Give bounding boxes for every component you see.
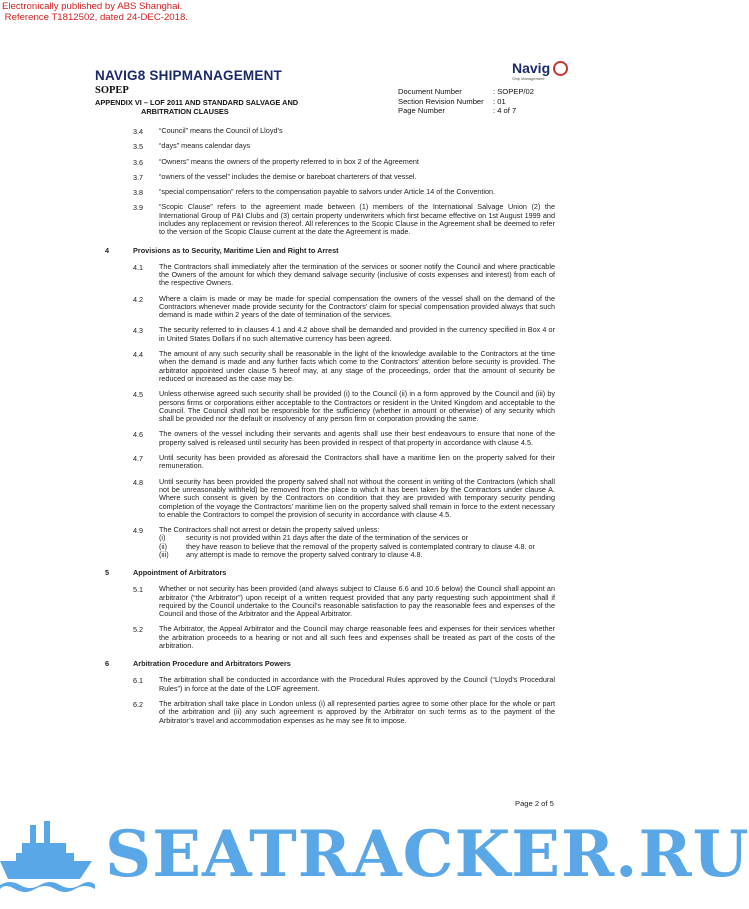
sub-item-label: (ii) [159, 541, 168, 551]
section-title: Appointment of Arbitrators [133, 568, 227, 578]
clause-number: 4.7 [133, 454, 144, 464]
clause-number: 3.8 [133, 188, 144, 198]
sub-item [0, 551, 644, 559]
clause [0, 454, 644, 471]
section-title: Provisions as to Security, Maritime Lien and Right to Arrest [133, 245, 339, 255]
appendix-title [95, 98, 375, 116]
meta-value: : 4 of 7 [493, 106, 517, 115]
clause-number: 3.6 [133, 157, 144, 167]
clause-number: 4.4 [133, 350, 144, 360]
meta-key: Page Number [398, 106, 445, 115]
section-heading [0, 568, 644, 577]
meta-value: : 01 [493, 96, 506, 106]
clause-number: 6.1 [133, 676, 144, 686]
section-heading [0, 659, 644, 668]
clause [0, 350, 644, 383]
section-number: 6 [105, 659, 110, 669]
watermark-text: SEATRACKER.RU [105, 817, 749, 892]
clause-number: 4.5 [133, 390, 144, 400]
clause-text: The amount of any such security shall be reasonable in the light of the knowledge available to the Contractors at the time when the demand is made and any further facts which come to the Contractors’ attention before security is provided. The arbitrator appointed under clause 5 hereof may, at any stage of the proceedings, order that the amount of security be reduced or increased as the case may be. [159, 349, 555, 383]
meta-row [398, 106, 534, 116]
clause-number: 4.9 [133, 526, 144, 536]
company-name: NAVIG8 SHIPMANAGEMENT [95, 68, 282, 83]
clause-number: 4.8 [133, 477, 144, 487]
clause-number: 4.1 [133, 262, 144, 272]
clause-text: The Contractors shall not arrest or detain the property salved unless: [159, 525, 380, 535]
meta-row [398, 97, 534, 107]
sub-item-text: security is not provided within 21 days after the date of the termination of the services or [186, 533, 469, 543]
sub-item-text: they have reason to believe that the removal of the property salved is contemplated contrary to clause 4.8. or [186, 541, 536, 551]
clause [0, 188, 644, 196]
clause-text: The owners of the vessel including their servants and agents shall use their best endeavours to ensure that none of the property salved is released until security has been provided in respect of that property in accordance with clause 4.5. [159, 429, 555, 447]
clause [0, 430, 644, 447]
clause-text: Until security has been provided the property salved shall not without the consent in writing of the Contractors (which shall not be unreasonably withheld) be removed from the place to which it has been taken by the Contractors under clause A. Where such consent is given by the Contractors on condition that they are provided with temporary security pending completion of the voyage the Contractors’ maritime lien on the property salved shall remain in force to the extent necessary to enable the Contractors to compel the provision of security in accordance with clause 4.5. [159, 476, 555, 519]
stamp-line-1: Electronically published by ABS Shanghai. [2, 1, 183, 12]
clause-number: 4.2 [133, 294, 144, 304]
meta-key: Document Number [398, 87, 462, 96]
appendix-title-line-2: ARBITRATION CLAUSES [141, 107, 229, 116]
publication-stamp [2, 1, 188, 23]
clause-text: “days” means calendar days [159, 141, 251, 151]
watermark [0, 815, 749, 909]
clause-number: 3.9 [133, 203, 144, 213]
clause-number: 6.2 [133, 699, 144, 709]
sub-item-label: (iii) [159, 549, 169, 559]
clause-text: The arbitration shall take place in London unless (i) all represented parties agree to some other place for the whole or part of the arbitration and (ii) any such agreement is approved by the Arbitrator on such terms as to the payment of the Arbitrator’s travel and accommodation expenses as he may see fit to impose. [159, 698, 555, 725]
clause [0, 326, 644, 343]
ship-icon [0, 815, 95, 895]
clause-text: “special compensation” refers to the compensation payable to salvors under Article 14 of the Convention. [159, 187, 496, 197]
clause [0, 676, 644, 693]
meta-row [398, 87, 534, 97]
document-body [0, 127, 644, 732]
document-meta [398, 87, 534, 116]
clause-number: 4.6 [133, 430, 144, 440]
clause-text: “Owners” means the owners of the property referred to in box 2 of the Agreement [159, 156, 419, 166]
clause [0, 390, 644, 423]
section-number: 4 [105, 245, 110, 255]
clause-text: Until security has been provided as aforesaid the Contractors shall have a maritime lien on the property salved for their remuneration. [159, 453, 555, 471]
clause [0, 295, 644, 320]
page-footer: Page 2 of 5 [515, 799, 554, 808]
clause [0, 142, 644, 150]
sub-item-text: any attempt is made to remove the property salved contrary to clause 4.8. [186, 549, 423, 559]
appendix-title-line-1: APPENDIX VI – LOF 2011 AND STANDARD SALVAGE AND [95, 98, 299, 107]
logo-wordmark: Navig [512, 60, 551, 76]
sub-item-label: (i) [159, 533, 166, 543]
clause-number: 3.5 [133, 142, 144, 152]
meta-key: Section Revision Number [398, 96, 484, 106]
clause-text: “Council” means the Council of Lloyd’s [159, 126, 283, 135]
clause [0, 173, 644, 181]
stamp-line-2: Reference T1812502, dated 24-DEC-2018. [2, 12, 188, 23]
section-heading [0, 246, 644, 255]
section-title: Arbitration Procedure and Arbitrators Powers [133, 659, 291, 669]
clause-text: The Arbitrator, the Appeal Arbitrator and the Council may charge reasonable fees and expenses for their services whether the arbitration proceeds to a hearing or not and all such fees and expenses shall be treated as part of the costs of the arbitration. [159, 624, 555, 651]
company-logo [512, 60, 572, 82]
clause [0, 585, 644, 618]
document-code: SOPEP [95, 85, 129, 96]
clause-number: 4.3 [133, 326, 144, 336]
logo-ring-icon [553, 61, 568, 76]
clause-text: The security referred to in clauses 4.1 and 4.2 above shall be demanded and provided in the currency specified in Box 4 or in United States Dollars if no such alternative currency has been agreed. [159, 325, 555, 343]
clause [0, 158, 644, 166]
meta-value: : SOPEP/02 [493, 87, 534, 96]
clause-number: 3.4 [133, 127, 144, 136]
clause [0, 478, 644, 519]
clause-text: “owners of the vessel” includes the demise or bareboat charterers of that vessel. [159, 171, 417, 181]
clause [0, 127, 644, 135]
logo-subtitle: Ship Management [512, 76, 545, 81]
clause-text: The arbitration shall be conducted in accordance with the Procedural Rules approved by the Council (“Lloyd’s Procedural Rules”) in force at the date of the LOF agreement. [159, 675, 555, 693]
clause-text: Unless otherwise agreed such security shall be provided (i) to the Council (ii) in a form approved by the Council and (iii) by persons firms or corporations either acceptable to the Contractors or resident in the United Kingdom and acceptable to the Council. The Council shall not be responsible for the sufficiency (whether in amount or otherwise) of any security which shall be provided nor the default or insolvency of any person firm or corporation providing the same. [159, 389, 555, 424]
clause-number: 5.1 [133, 585, 144, 595]
section-number: 5 [105, 568, 110, 578]
clause [0, 263, 644, 288]
clause [0, 203, 644, 236]
clause [0, 625, 644, 650]
clause [0, 700, 644, 725]
clause-number: 5.2 [133, 625, 144, 635]
clause-number: 3.7 [133, 172, 144, 182]
clause-text: Where a claim is made or may be made for special compensation the owners of the vessel shall on the demand of the Contractors whenever made provide security for the Contractors’ claim for special compensation provided always that such demand is made within 2 years of the date of termination of the services. [159, 293, 555, 320]
clause-text: The Contractors shall immediately after the termination of the services or sooner notify the Council and where practicable the Owners of the amount for which they demand salvage security (inclusive of costs expenses and interest) from each of the respective Owners. [159, 261, 555, 288]
clause-text: Whether or not security has been provided (and always subject to Clause 6.6 and 10.6 below) the Council shall appoint an arbitrator (“the Arbitrator”) upon receipt of a written request provided that any party requesting such appointment shall if required by the Council undertake to the Council’s reasonable satisfaction to pay the reasonable fees and expenses of the Council and those of the Arbitrator and the Appeal Arbitrator. [159, 584, 555, 619]
clause-text: “Scopic Clause” refers to the agreement made between (1) members of the International Salvage Union (2) the International Group of P&I Clubs and (3) certain property underwriters which first became effective on 1st August 1999 and includes any replacement or revision thereof. All references to the Scopic Clause in the Agreement shall be deemed to refer to the version of the Scopic Clause current at the date the Agreement is made. [159, 202, 555, 237]
